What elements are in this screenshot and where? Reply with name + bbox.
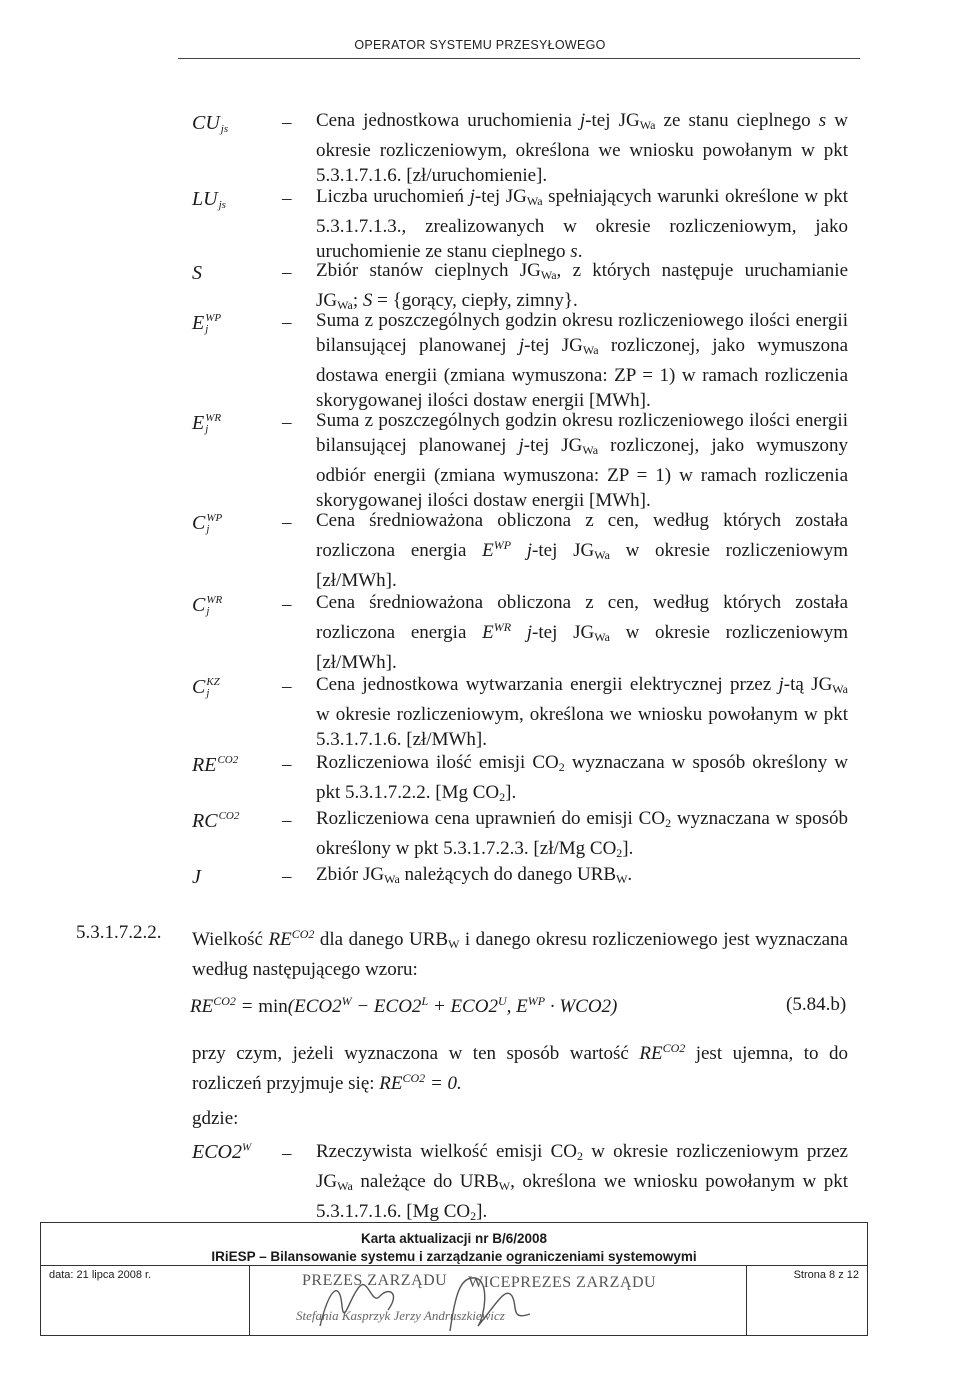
- footer-box: [40, 1222, 868, 1336]
- definition-dash: –: [282, 1143, 292, 1164]
- page-header: OPERATOR SYSTEMU PRZESYŁOWEGO: [354, 38, 606, 52]
- definition-symbol: C WR j: [192, 594, 223, 618]
- definition-symbol: CU js: [192, 112, 229, 136]
- definition-7: [0, 590, 960, 675]
- definition-6: [0, 508, 960, 593]
- definition-symbol: E WR j: [192, 412, 222, 436]
- definition-1: [0, 108, 960, 188]
- definition-text: Suma z poszczególnych godzin okresu rozliczeniowego ilości energii bilansującej planowanej j-tej $JG_{Wa}$ rozliczonej, jako wymuszona dostawa energii (zmiana wymuszona: ZP = 1) w ramach rozliczenia skorygowanej ilości dostaw energii [MWh].: [316, 310, 849, 411]
- definition-dash: –: [282, 188, 292, 209]
- intro-text: Wielkość: [192, 929, 269, 950]
- footer-line-2: IRiESP – Bilansowanie systemu i zarządzanie ograniczeniami systemowymi: [211, 1249, 697, 1264]
- definition-text: Zbiór stanów cieplnych $JG_{Wa}$, z których następuje uruchamianie $JG_{Wa}$; S = {gorący, ciepły, zimny}.: [316, 260, 849, 312]
- definition-dash: –: [282, 594, 292, 615]
- definition-dash: –: [282, 112, 292, 133]
- definition-dash: –: [282, 676, 292, 697]
- definition-text: Liczba uruchomień j-tej $JG_{Wa}$ spełniających warunki określone w pkt 5.3.1.7.1.3., zrealizowanych w okresie rozliczeniowym, jako uruchomienie ze stanu cieplnego s.: [316, 186, 848, 262]
- definition-dash: –: [282, 412, 292, 433]
- definition-symbol: J: [192, 866, 201, 888]
- stamp-vice-president: WICEPREZES ZARZĄDU: [468, 1274, 657, 1291]
- section-5-3-1-7-2-2: [0, 922, 960, 1229]
- footer-title: [41, 1230, 867, 1266]
- definition-text: Rozliczeniowa ilość emisji $CO_2$ wyznaczana w sposób określony w pkt 5.3.1.7.2.2. [Mg $CO_2$].: [316, 752, 848, 804]
- intro-text-3: i danego okresu rozliczeniowego jest wyznaczana według następującego wzoru:: [192, 929, 848, 980]
- definition-symbol: $ECO2^W$: [192, 1141, 252, 1163]
- definition-text: Cena średnioważona obliczona z cen, według których została rozliczona energia $E^{WP}$ j-tej $JG_{Wa}$ w okresie rozliczeniowym [zł/MWh].: [316, 510, 849, 591]
- definition-text: Cena średnioważona obliczona z cen, według których została rozliczona energia $E^{WR}$ j-tej $JG_{Wa}$ w okresie rozliczeniowym [zł/MWh].: [316, 592, 849, 673]
- definition-text: Cena jednostkowa uruchomienia j-tej $JG_{Wa}$ ze stanu cieplnego s w okresie rozliczeniowym, określona we wniosku powołanym w pkt 5.3.1.7.1.6. [zł/uruchomienie].: [316, 110, 848, 186]
- definition-dash: –: [282, 810, 292, 831]
- definition-symbol: E WP j: [192, 312, 222, 336]
- definition-11: [0, 862, 960, 892]
- definition-dash: –: [282, 512, 292, 533]
- stamp-names: Stefania Kasprzyk Jerzy Andruszkiewicz: [296, 1308, 505, 1323]
- signature-image: [280, 1266, 600, 1336]
- footer-line-1: Karta aktualizacji nr B/6/2008: [360, 1231, 548, 1246]
- footer-date: data: 21 lipca 2008 r.: [49, 1269, 152, 1281]
- definition-symbol: C WP j: [192, 512, 223, 536]
- definition-symbol: RE CO2: [192, 754, 239, 776]
- definition-text: Zbiór $JG_{Wa}$ należących do danego $URB_W$.: [316, 864, 633, 886]
- definition-dash: –: [282, 866, 292, 887]
- stamp-president: PREZES ZARZĄDU: [302, 1272, 448, 1289]
- definition-9: [0, 750, 960, 810]
- footer-page-number: Strona 8 z 12: [793, 1269, 859, 1281]
- definition-text: Suma z poszczególnych godzin okresu rozliczeniowego ilości energii bilansującej planowanej j-tej $JG_{Wa}$ rozliczonej, jako wymuszony odbiór energii (zmiana wymuszona: ZP = 1) w ramach rozliczenia skorygowanej ilości dostaw energii [MWh].: [316, 410, 848, 511]
- formula-note: przy czym, jeżeli wyznaczona w ten sposób wartość $RE^{CO2}$ jest ujemna, to do rozliczeń przyjmuje się: $RE^{CO2} = 0$.: [192, 1041, 848, 1094]
- definition-10: [0, 806, 960, 866]
- definition-dash: –: [282, 312, 292, 333]
- definition-dash: –: [282, 754, 292, 775]
- header-rule: [178, 58, 860, 59]
- intro-text-2: dla danego URB: [314, 929, 449, 950]
- intro-symbol: $RE^{CO2}$: [268, 927, 315, 950]
- definition-8: [0, 672, 960, 752]
- where-label: gdzie:: [192, 1108, 239, 1129]
- definition-text: Rozliczeniowa cena uprawnień do emisji $CO_2$ wyznaczana w sposób określony w pkt 5.3.1.7.2.3. [zł/Mg $CO_2$].: [316, 808, 848, 860]
- definition-text: Rzeczywista wielkość emisji $CO_2$ w okresie rozliczeniowym przez $JG_{Wa}$ należące do $URB_W$, określona we wniosku powołanym w pkt 5.3.1.7.1.6. [Mg $CO_2$].: [316, 1141, 848, 1223]
- definition-5: [0, 408, 960, 513]
- intro-subscript: W: [448, 937, 460, 951]
- footer-row: [41, 1265, 867, 1335]
- definition-text: Cena jednostkowa wytwarzania energii elektrycznej przez j-tą $JG_{Wa}$ w okresie rozliczeniowym, określona we wniosku powołanym w pkt 5.3.1.7.1.6. [zł/MWh].: [316, 674, 848, 750]
- signature-area: [249, 1266, 747, 1335]
- definition-2: [0, 184, 960, 264]
- definition-symbol: S: [192, 262, 202, 284]
- definition-dash: –: [282, 262, 292, 283]
- formula-number: (5.84.b): [786, 994, 847, 1015]
- definition-symbol: C KZ j: [192, 676, 220, 700]
- section-number: 5.3.1.7.2.2.: [76, 922, 162, 943]
- definition-eco2w: [0, 1139, 960, 1229]
- definition-4: [0, 308, 960, 413]
- definition-symbol: RC CO2: [192, 810, 240, 832]
- formula-row: [0, 994, 960, 1028]
- formula: $RE^{CO2} = \min(ECO2^W - ECO2^L + ECO2^U$, $E^{WP} \cdot WCO2$): [190, 994, 618, 1017]
- section-intro: [192, 922, 848, 982]
- definition-symbol: LU js: [192, 188, 226, 212]
